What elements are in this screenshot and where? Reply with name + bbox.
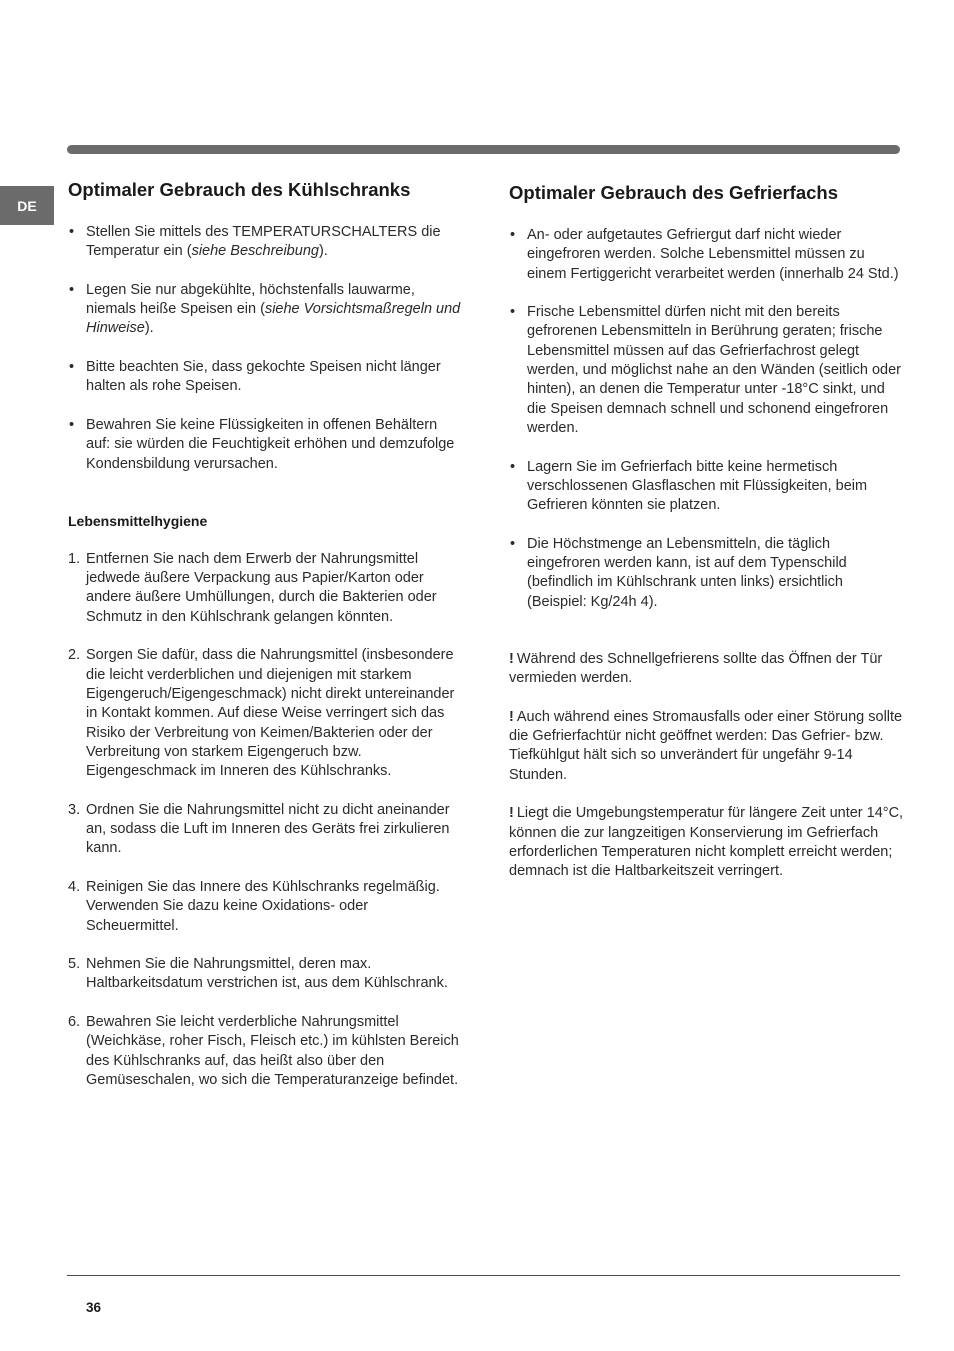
list-item: 2. Sorgen Sie dafür, dass die Nahrungsmittel (insbesondere die leicht verderblichen und diejenigen mit starkem Eigengeruch/Eigengeschmack) nicht direkt untereinander in Kontakt kommen. Auf diese Weise verringert sich das Risiko der Verbreitung von Keimen/Bakterien oder der Verbreitung von starkem Eigengeruch bzw. Eigengeschmack im Inneren des Kühlschranks. [68,647,455,780]
list-item: 4. Reinigen Sie das Innere des Kühlschranks regelmäßig. Verwenden Sie dazu keine Oxidations- oder Scheuermittel. [68,878,440,934]
fridge-section-title: Optimaler Gebrauch des Kühlschranks [68,179,411,200]
fridge-usage-column [68,178,463,1109]
list-item: • Die Höchstmenge an Lebensmitteln, die täglich eingefroren werden kann, ist auf dem Typenschild (befindlich im Kühlschrank unten links) ersichtlich (Beispiel: Kg/24h 4). [509,535,904,612]
language-tab: DE [0,186,54,225]
hygiene-subtitle: Lebensmittelhygiene [68,512,208,529]
list-item: • Stellen Sie mittels des TEMPERATURSCHALTERS die Temperatur ein (siehe Beschreibung). [68,223,463,262]
freezer-section-title: Optimaler Gebrauch des Gefrierfachs [509,182,839,203]
warning-note: ! Während des Schnellgefrierens sollte das Öffnen der Tür vermieden werden. [509,650,883,687]
list-item: • Legen Sie nur abgekühlte, höchstenfalls lauwarme, niemals heiße Speisen ein (siehe Vorsichtsmaßregeln und Hinweise). [68,281,463,339]
list-item: 1. Entfernen Sie nach dem Erwerb der Nahrungsmittel jedwede äußere Verpackung aus Papier/Karton oder andere äußere Umhüllungen, durch die Bakterien oder Schmutz in den Kühlschrank gelangen könnten. [68,550,437,625]
exclamation-icon: ! [509,708,514,725]
warning-note: ! Auch während eines Stromausfalls oder einer Störung sollte die Gefrierfachtür nicht geöffnet werden: Das Gefrier- bzw. Tiefkühlgut hält sich so unverändert für ungefähr 9-14 Stunden. [509,708,903,783]
list-item: • Bitte beachten Sie, dass gekochte Speisen nicht länger halten als rohe Speisen. [68,358,463,397]
freezer-usage-column [509,181,904,901]
list-item: 3. Ordnen Sie die Nahrungsmittel nicht zu dicht aneinander an, sodass die Luft im Inneren des Geräts frei zirkulieren kann. [68,801,450,857]
exclamation-icon: ! [509,650,514,667]
fridge-tips-list [68,223,463,474]
list-item: • Lagern Sie im Gefrierfach bitte keine hermetisch verschlossenen Glasflaschen mit Flüssigkeiten, beim Gefrieren könnten sie platzen. [509,458,904,516]
list-item: • Frische Lebensmittel dürfen nicht mit den bereits gefrorenen Lebensmitteln in Berührung geraten; frische Lebensmittel müssen auf das Gefrierfachrost gelegt werden, und möglichst nahe an den Wänden (seitlich oder hinten), an denen die Temperatur unter -18°C sinkt, und die Speisen demnach schnell und schonend eingefroren werden. [509,303,904,438]
page-number: 36 [86,1300,102,1315]
exclamation-icon: ! [509,805,514,822]
list-item: 5. Nehmen Sie die Nahrungsmittel, deren max. Haltbarkeitsdatum verstrichen ist, aus dem Kühlschrank. [68,956,448,992]
warning-note: ! Liegt die Umgebungstemperatur für längere Zeit unter 14°C, können die zur langzeitigen Konservierung im Gefrierfach erforderlichen Temperaturen nicht komplett erreicht werden; demnach ist die Haltbarkeitszeit verringert. [509,805,904,880]
hygiene-steps-list [68,550,463,1090]
list-item: 6. Bewahren Sie leicht verderbliche Nahrungsmittel (Weichkäse, roher Fisch, Fleisch etc.) im kühlsten Bereich des Kühlschranks auf, das heißt also über den Gemüseschalen, wo sich die Temperaturanzeige befindet. [68,1013,459,1088]
list-item: • An- oder aufgetautes Gefriergut darf nicht wieder eingefroren werden. Solche Lebensmittel müssen zu einem Fertiggericht verarbeitet werden (innerhalb 24 Std.) [509,226,904,284]
list-item: • Bewahren Sie keine Flüssigkeiten in offenen Behältern auf: sie würden die Feuchtigkeit erhöhen und demzufolge Kondensbildung verursachen. [68,416,463,474]
top-divider-bar [67,145,900,154]
footer-divider [67,1275,900,1276]
freezer-tips-list [509,226,904,612]
